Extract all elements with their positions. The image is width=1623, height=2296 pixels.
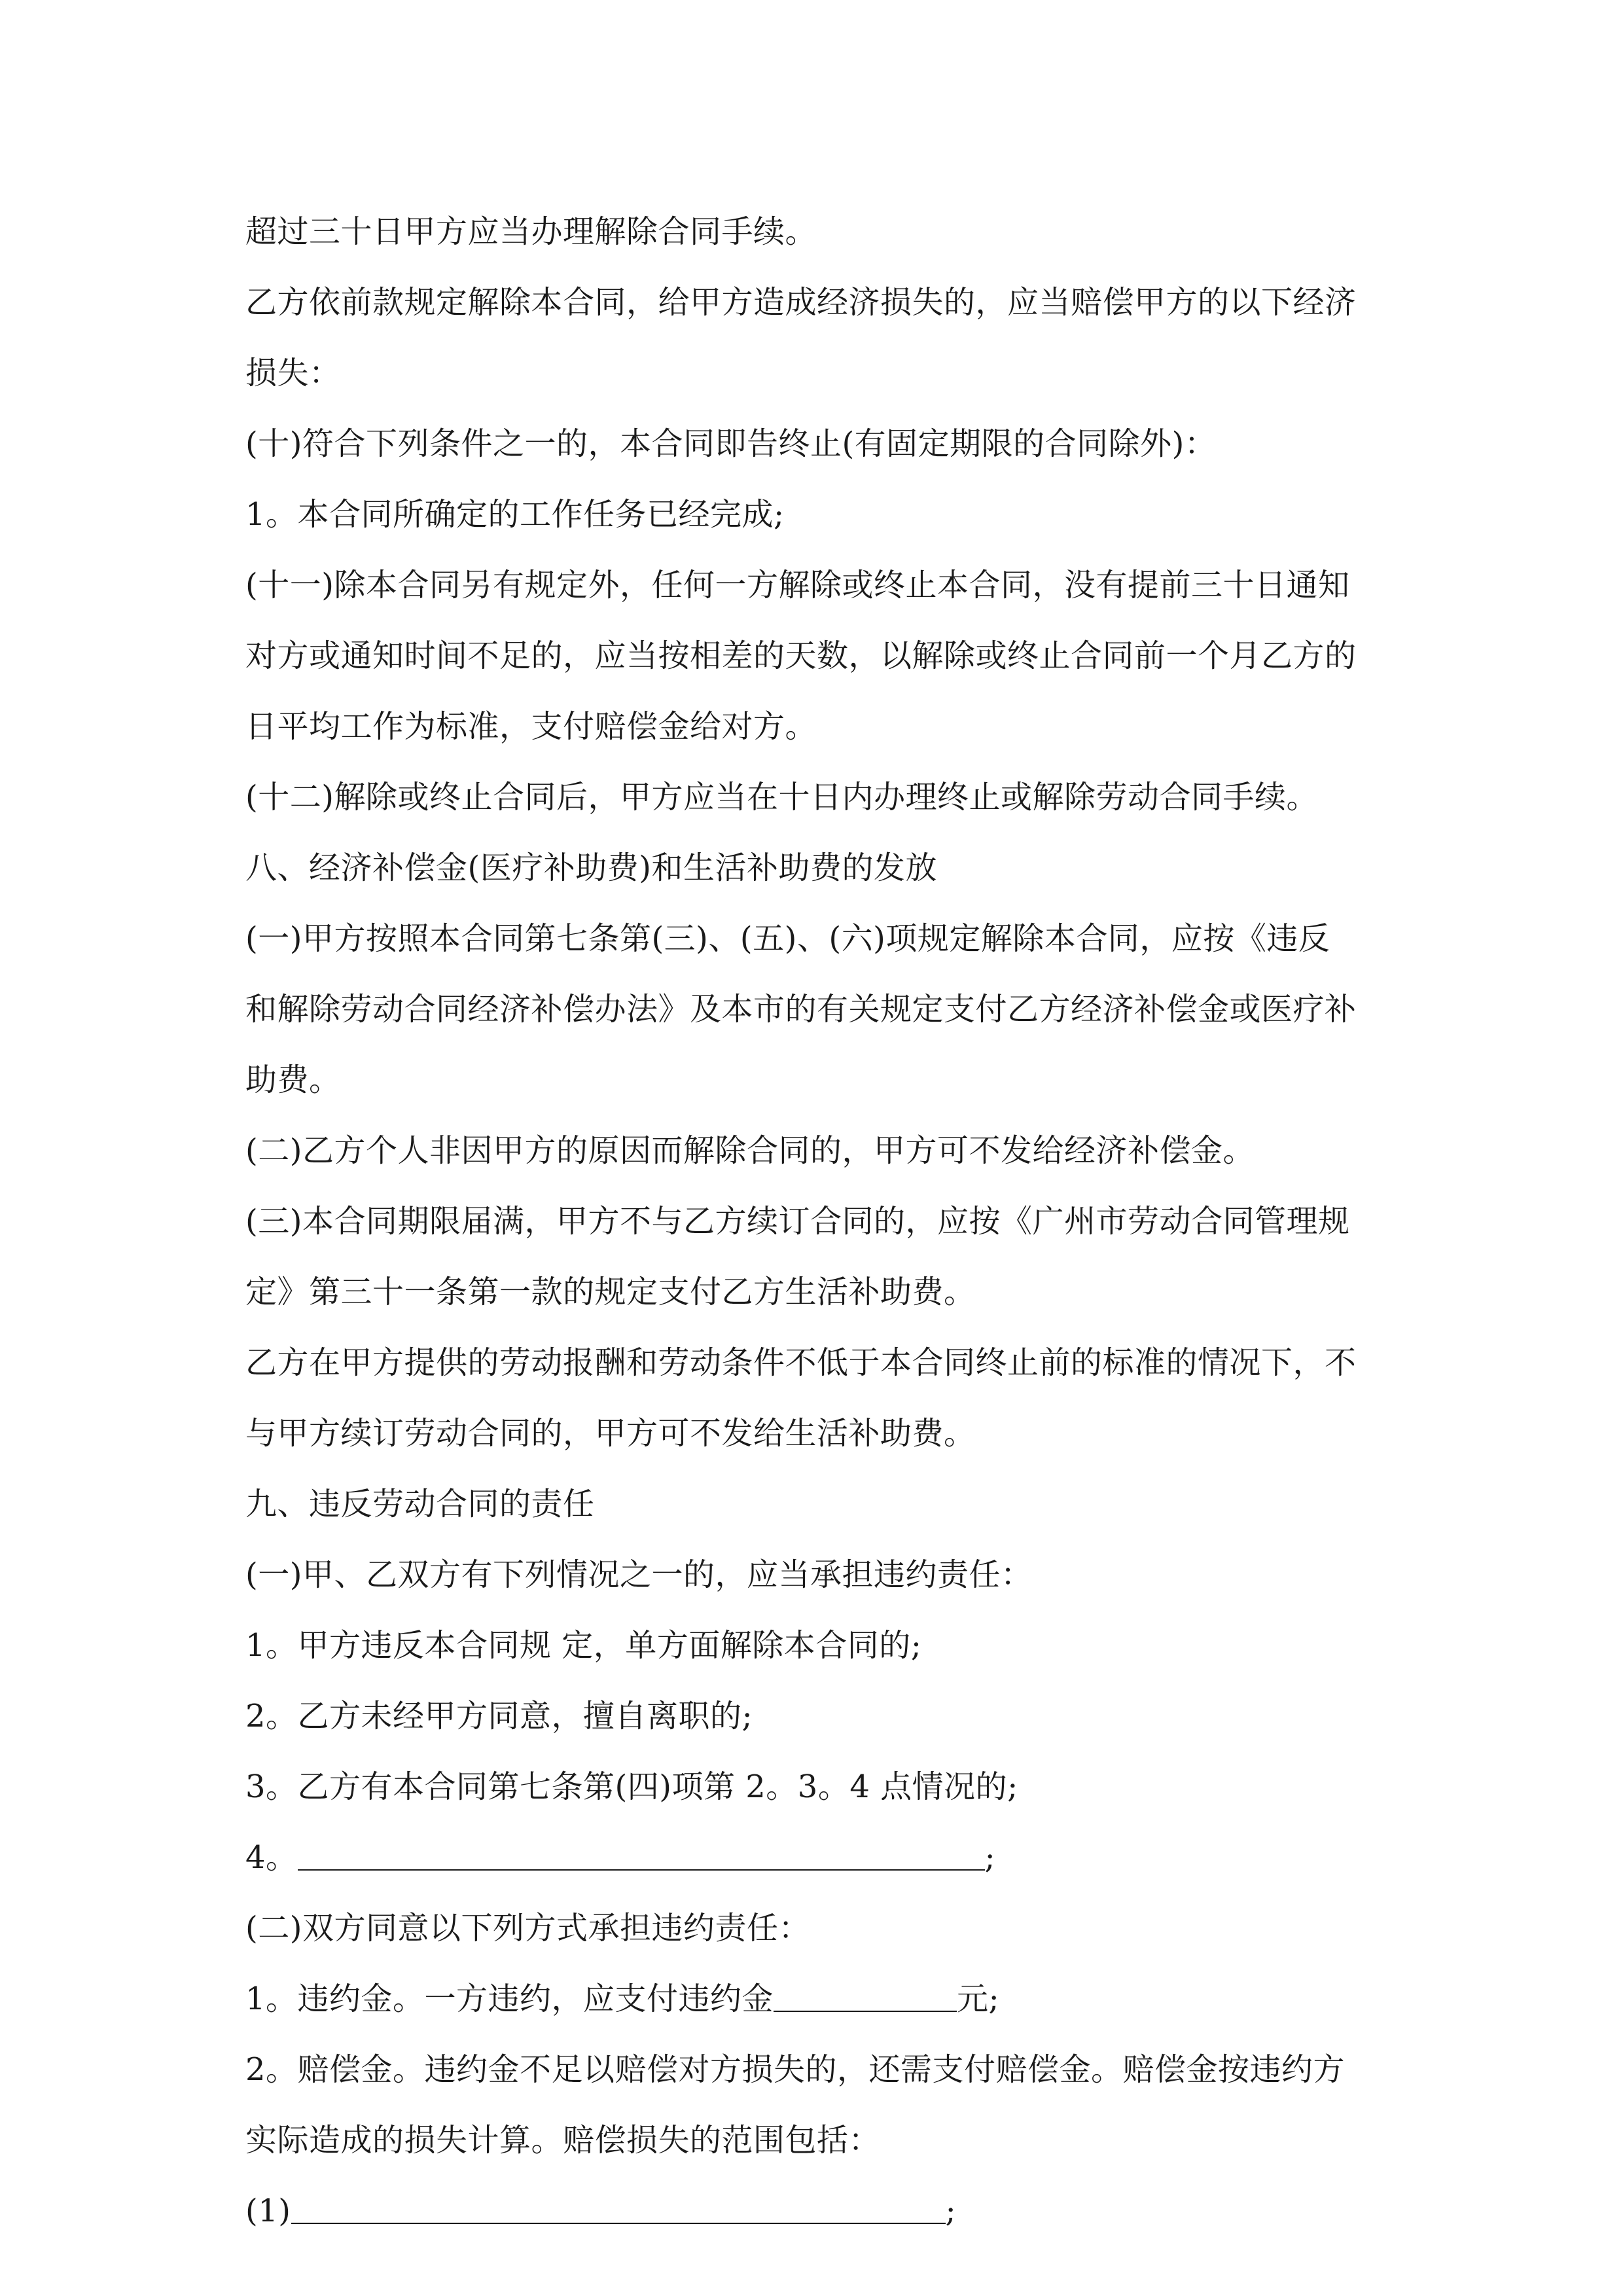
text-line: 超过三十日甲方应当办理解除合同手续。 <box>245 213 817 250</box>
text-line: 日平均工作为标准，支付赔偿金给对方。 <box>245 708 817 745</box>
text-line: (十)符合下列条件之一的，本合同即告终止(有固定期限的合同除外)： <box>245 425 1217 462</box>
penalty-suffix: 元; <box>957 1981 1000 2017</box>
section-heading: 八、经济补偿金(医疗补助费)和生活补助费的发放 <box>245 850 937 886</box>
text-line: 乙方在甲方提供的劳动报酬和劳动条件不低于本合同终止前的标准的情况下，不 <box>245 1344 1357 1381</box>
text-line: (三)本合同期限届满，甲方不与乙方续订合同的，应按《广州市劳动合同管理规 <box>245 1203 1350 1240</box>
penalty-prefix: 1。违约金。一方违约，应支付违约金 <box>245 1981 774 2017</box>
text-line: 和解除劳动合同经济补偿办法》及本市的有关规定支付乙方经济补偿金或医疗补 <box>245 991 1357 1028</box>
text-line: 实际造成的损失计算。赔偿损失的范围包括： <box>245 2122 881 2159</box>
text-line: 助费。 <box>245 1062 341 1098</box>
text-line: 3。乙方有本合同第七条第(四)项第 2。3。4 点情况的; <box>245 1768 1018 1805</box>
item-1-blank[interactable] <box>291 2193 946 2224</box>
text-line: 1。甲方违反本合同规 定，单方面解除本合同的; <box>245 1627 922 1664</box>
item-1-suffix: ; <box>945 2193 957 2229</box>
item-1-prefix: (1) <box>245 2193 291 2229</box>
text-line: (一)甲、乙双方有下列情况之一的，应当承担违约责任： <box>245 1556 1033 1593</box>
fill-in-line-item-1 <box>245 2176 1397 2246</box>
penalty-amount-blank[interactable] <box>774 1981 957 2012</box>
penalty-line <box>245 1964 1397 2034</box>
text-line: (十二)解除或终止合同后，甲方应当在十日内办理终止或解除劳动合同手续。 <box>245 779 1318 816</box>
text-line: 2。赔偿金。违约金不足以赔偿对方损失的，还需支付赔偿金。赔偿金按违约方 <box>245 2051 1346 2088</box>
item-4-blank[interactable] <box>298 1839 985 1871</box>
text-line: 损失： <box>245 355 341 391</box>
item-4-prefix: 4。 <box>245 1839 298 1876</box>
text-line: (十一)除本合同另有规定外，任何一方解除或终止本合同，没有提前三十日通知 <box>245 567 1350 603</box>
text-line: 乙方依前款规定解除本合同，给甲方造成经济损失的，应当赔偿甲方的以下经济 <box>245 284 1357 321</box>
item-4-suffix: ; <box>984 1839 996 1876</box>
text-line: 对方或通知时间不足的，应当按相差的天数，以解除或终止合同前一个月乙方的 <box>245 637 1357 674</box>
text-line: (二)乙方个人非因甲方的原因而解除合同的，甲方可不发给经济补偿金。 <box>245 1132 1255 1169</box>
text-line: 定》第三十一条第一款的规定支付乙方生活补助费。 <box>245 1274 976 1310</box>
text-line: 2。乙方未经甲方同意，擅自离职的; <box>245 1698 753 1734</box>
text-line: 与甲方续订劳动合同的，甲方可不发给生活补助费。 <box>245 1415 976 1452</box>
text-line: (二)双方同意以下列方式承担违约责任： <box>245 1910 810 1946</box>
text-line: (一)甲方按照本合同第七条第(三)、(五)、(六)项规定解除本合同，应按《违反 <box>245 920 1330 957</box>
fill-in-line-item-4 <box>245 1822 1397 1893</box>
document-page <box>245 196 1397 2246</box>
text-line: 1。本合同所确定的工作任务已经完成; <box>245 496 785 533</box>
section-heading: 九、违反劳动合同的责任 <box>245 1486 595 1522</box>
